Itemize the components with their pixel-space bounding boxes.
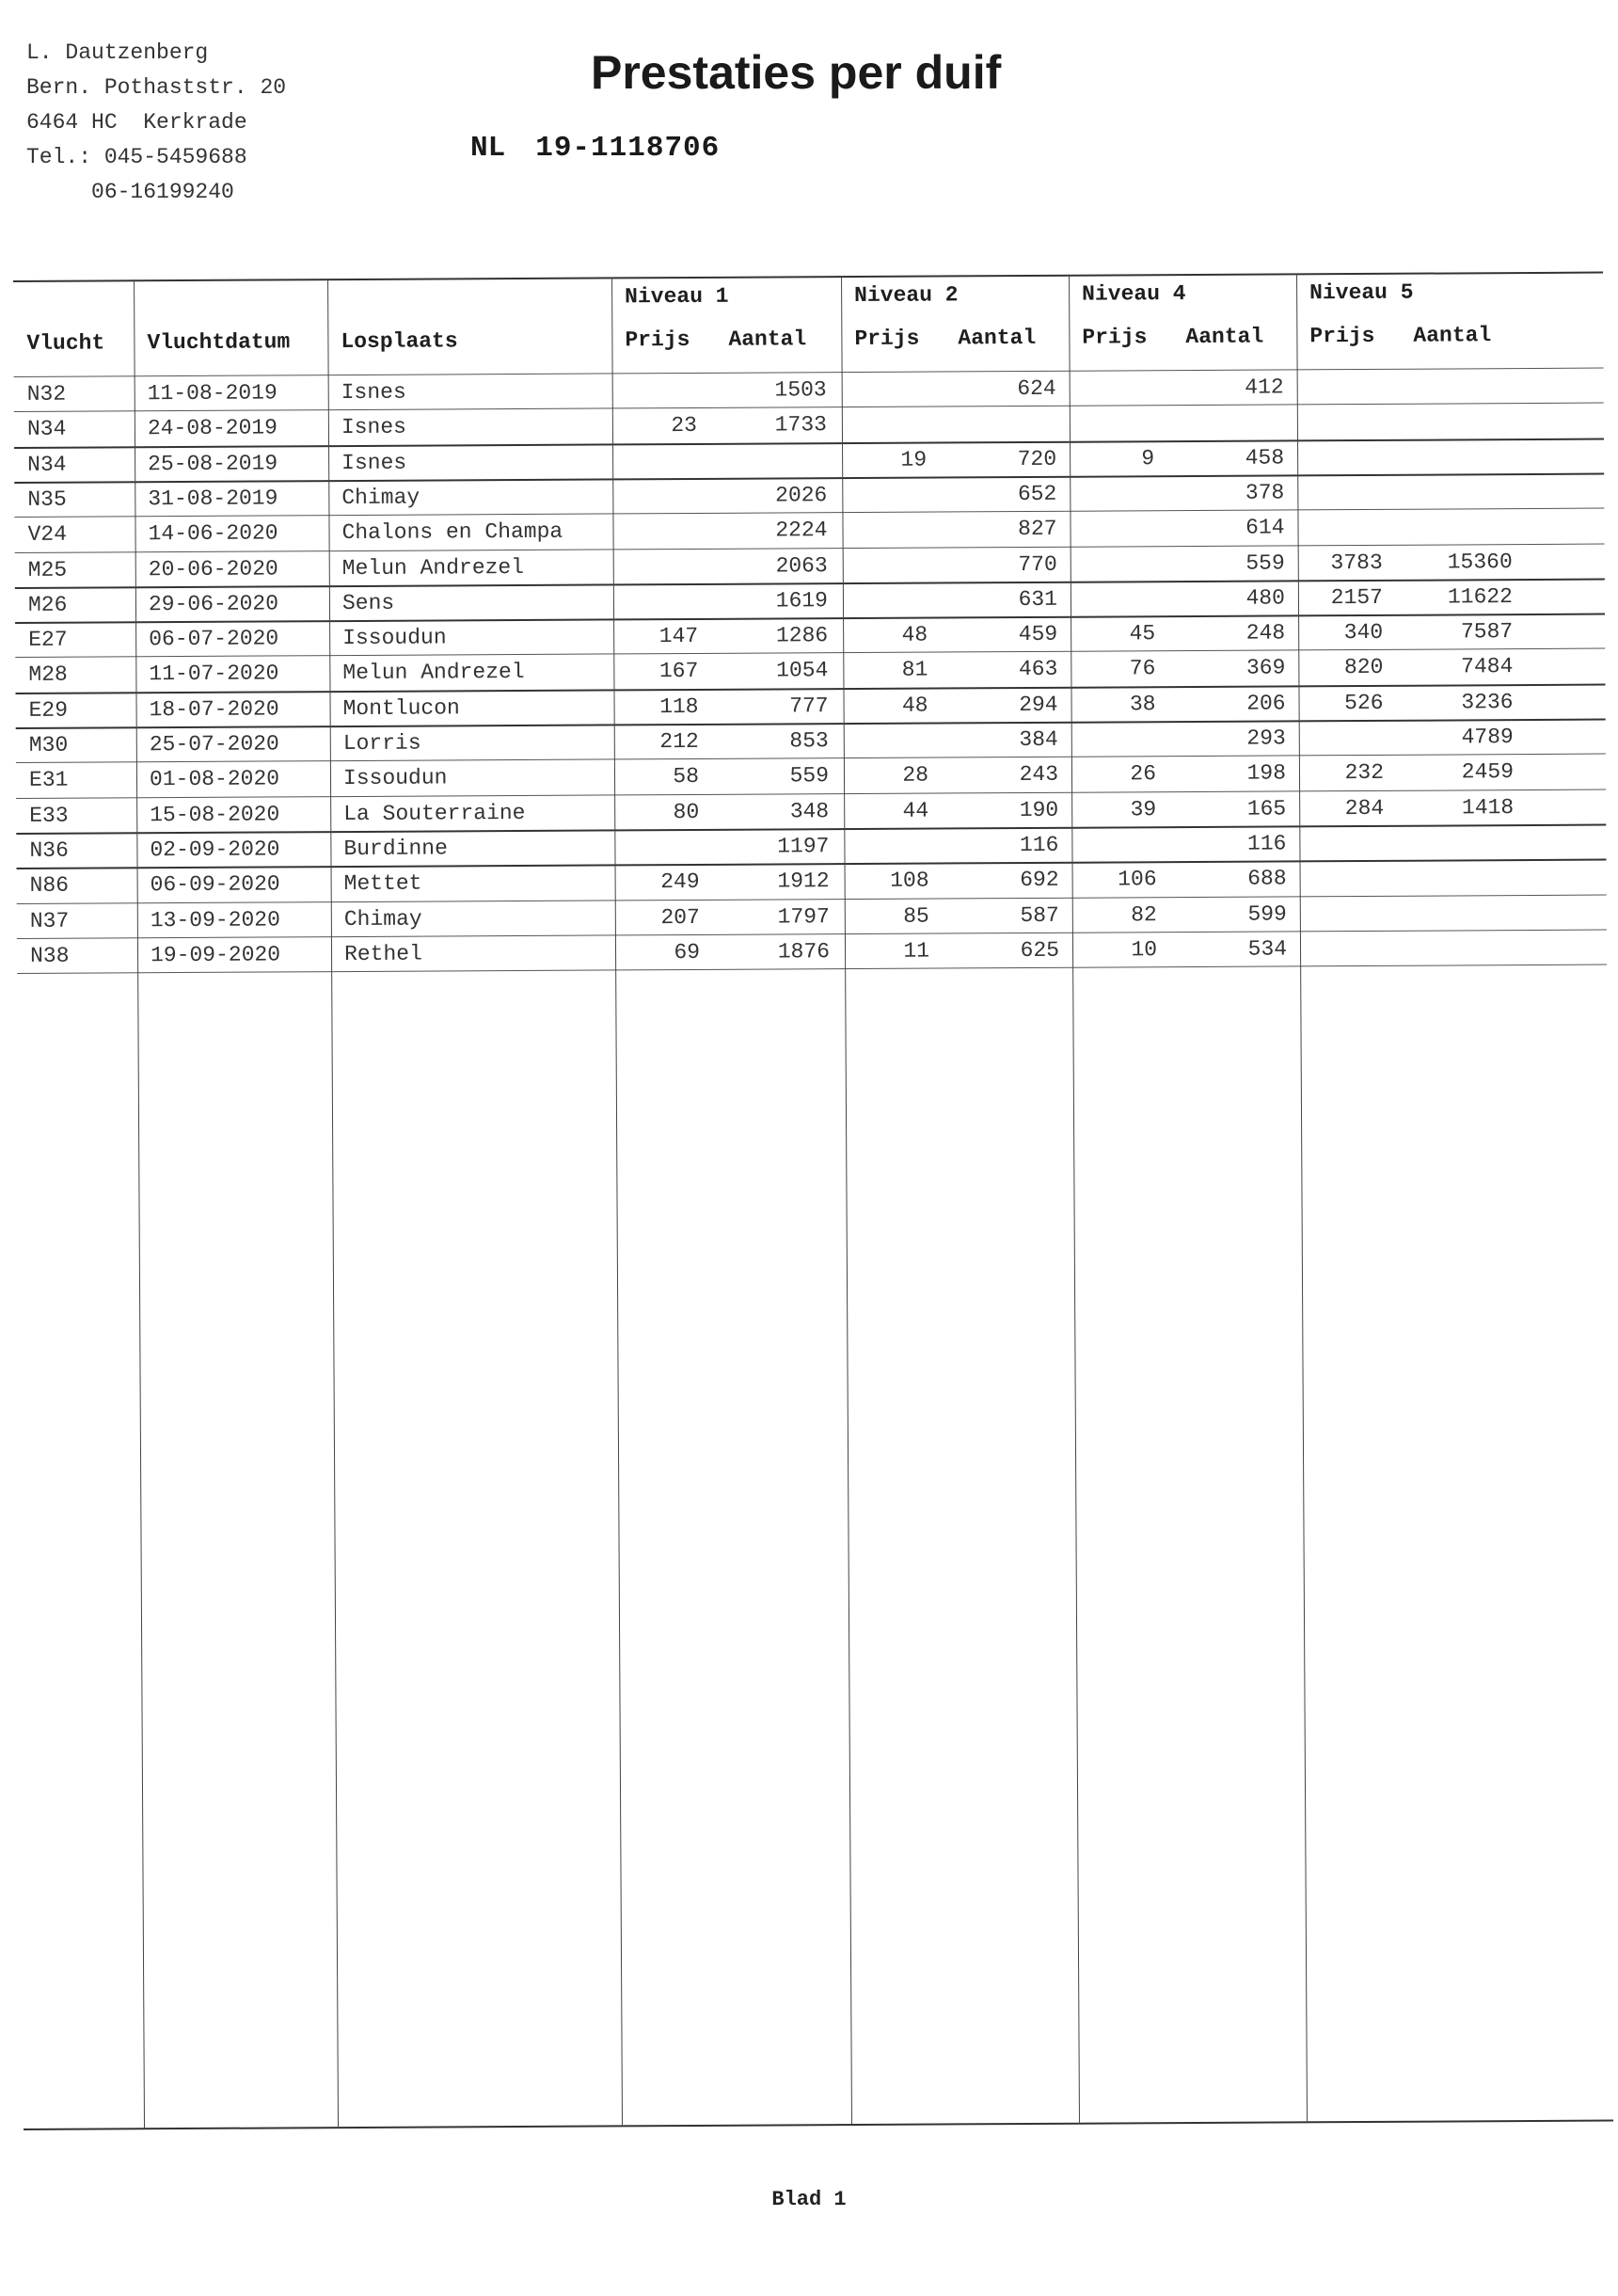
- cell-prijs: 19: [900, 447, 928, 472]
- cell-aantal: 206: [1246, 691, 1286, 716]
- cell-prijs: [1071, 551, 1155, 552]
- cell-aantal: 1418: [1461, 794, 1515, 821]
- cell-vlucht: E27: [28, 627, 68, 653]
- header-bottom-border: [14, 368, 1604, 377]
- cell-aantal: 625: [1020, 937, 1060, 963]
- cell-prijs: 212: [659, 728, 699, 755]
- cell-aantal: 7484: [1461, 654, 1514, 679]
- header-aantal: Aantal: [728, 327, 807, 352]
- cell-prijs: 82: [1131, 901, 1157, 927]
- sender-name: L. Dautzenberg: [26, 40, 209, 65]
- cell-vlucht: N32: [26, 381, 67, 407]
- column-divider: [134, 279, 145, 2128]
- cell-prijs: [1299, 725, 1384, 726]
- cell-prijs: 80: [673, 799, 700, 824]
- cell-vlucht: N86: [29, 872, 70, 899]
- cell-aantal: 190: [1019, 797, 1059, 822]
- header-level-1: Niveau 1: [625, 283, 729, 310]
- column-divider: [327, 279, 339, 2127]
- cell-losplaats: La Souterraine: [343, 800, 526, 826]
- header-level-4: Niveau 5: [1309, 279, 1414, 306]
- column-divider: [1069, 275, 1080, 2123]
- cell-prijs: 249: [660, 869, 700, 895]
- cell-aantal: 2063: [775, 552, 828, 578]
- cell-losplaats: Sens: [341, 590, 395, 615]
- cell-aantal: 1797: [777, 903, 830, 929]
- cell-aantal: 116: [1246, 831, 1287, 856]
- cell-aantal: 3236: [1461, 689, 1514, 715]
- cell-prijs: [1300, 936, 1385, 937]
- cell-vluchtdatum: 01-08-2020: [149, 766, 280, 792]
- cell-aantal: 1286: [775, 623, 829, 648]
- header-vlucht: Vlucht: [26, 330, 105, 356]
- cell-prijs: 44: [902, 798, 929, 823]
- cell-vluchtdatum: 02-09-2020: [150, 837, 280, 863]
- cell-prijs: 26: [1130, 761, 1157, 787]
- cell-aantal: 624: [1017, 375, 1056, 402]
- cell-losplaats: Melun Andrezel: [342, 660, 525, 686]
- cell-aantal: 1197: [777, 834, 830, 859]
- cell-prijs: 167: [658, 659, 699, 684]
- cell-losplaats: Lorris: [342, 730, 421, 757]
- cell-losplaats: Rethel: [343, 941, 422, 966]
- cell-prijs: 3783: [1330, 550, 1383, 575]
- cell-prijs: [1299, 831, 1384, 832]
- header-prijs: Prijs: [1082, 325, 1148, 350]
- cell-aantal: 534: [1247, 936, 1288, 962]
- cell-vlucht: V24: [27, 521, 68, 548]
- cell-prijs: 340: [1343, 619, 1384, 646]
- cell-vluchtdatum: 20-06-2020: [148, 555, 278, 582]
- cell-prijs: [614, 835, 699, 836]
- header-prijs: Prijs: [854, 326, 920, 352]
- header-level-3: Niveau 4: [1082, 281, 1186, 307]
- cell-prijs: [612, 484, 697, 485]
- cell-vluchtdatum: 06-07-2020: [149, 626, 279, 652]
- cell-prijs: [612, 518, 697, 519]
- cell-aantal: 777: [789, 693, 829, 719]
- sender-city: 6464 HC Kerkrade: [26, 110, 247, 135]
- cell-aantal: 165: [1246, 796, 1287, 821]
- cell-prijs: 10: [1131, 937, 1158, 963]
- cell-aantal: 1503: [774, 377, 827, 403]
- cell-aantal: 463: [1018, 657, 1058, 682]
- sender-address: [26, 36, 286, 210]
- cell-prijs: 38: [1129, 691, 1156, 717]
- header-prijs: Prijs: [625, 327, 690, 353]
- cell-prijs: 85: [903, 903, 929, 929]
- header-aantal: Aantal: [1185, 324, 1264, 350]
- cell-losplaats: Chalons en Champa: [341, 518, 563, 546]
- cell-prijs: 147: [658, 624, 699, 649]
- cell-vluchtdatum: 18-07-2020: [149, 696, 279, 722]
- cell-vlucht: N36: [29, 837, 69, 863]
- cell-aantal: [716, 448, 827, 449]
- cell-vlucht: E31: [28, 767, 69, 793]
- cell-vluchtdatum: 19-09-2020: [150, 942, 281, 967]
- cell-aantal: 692: [1020, 867, 1059, 893]
- cell-prijs: [844, 728, 928, 729]
- cell-aantal: 1733: [774, 412, 827, 438]
- sender-phone: Tel.: 045-5459688: [26, 145, 247, 169]
- cell-aantal: 294: [1019, 692, 1058, 717]
- ring-country: NL: [470, 132, 506, 165]
- cell-prijs: [612, 449, 697, 450]
- cell-vluchtdatum: 25-07-2020: [149, 731, 279, 757]
- cell-aantal: 559: [1245, 550, 1285, 576]
- cell-prijs: [842, 412, 927, 413]
- table-bottom-border: [24, 2120, 1613, 2130]
- cell-prijs: [843, 552, 928, 553]
- performance-table: [13, 264, 1613, 2145]
- cell-prijs: 207: [660, 904, 700, 930]
- cell-prijs: 48: [901, 693, 928, 718]
- cell-prijs: 2157: [1330, 584, 1384, 610]
- header-prijs: Prijs: [1309, 323, 1375, 349]
- cell-aantal: 458: [1245, 445, 1285, 470]
- header-aantal: Aantal: [1413, 323, 1492, 348]
- cell-aantal: 853: [789, 728, 829, 754]
- cell-aantal: 384: [1019, 726, 1058, 753]
- cell-prijs: 58: [673, 764, 700, 789]
- cell-aantal: [945, 411, 1056, 412]
- cell-prijs: [1071, 586, 1155, 587]
- cell-prijs: 45: [1129, 621, 1156, 646]
- cell-aantal: 599: [1247, 901, 1287, 927]
- cell-vlucht: M28: [28, 662, 68, 688]
- cell-losplaats: Chimay: [341, 485, 420, 510]
- cell-losplaats: Montlucon: [342, 695, 460, 721]
- header-losplaats: Losplaats: [341, 328, 458, 355]
- cell-prijs: 11: [903, 938, 930, 964]
- cell-vluchtdatum: 13-09-2020: [150, 906, 280, 933]
- cell-aantal: 4789: [1461, 725, 1514, 750]
- column-divider: [841, 276, 852, 2124]
- cell-prijs: [1300, 866, 1385, 867]
- cell-prijs: [844, 833, 928, 834]
- sender-street: Bern. Pothaststr. 20: [26, 75, 287, 100]
- cell-losplaats: Chimay: [343, 906, 422, 932]
- cell-aantal: 631: [1018, 586, 1058, 612]
- header-aantal: Aantal: [958, 325, 1037, 351]
- cell-prijs: [843, 587, 928, 588]
- cell-aantal: 827: [1018, 516, 1057, 542]
- cell-vluchtdatum: 15-08-2020: [150, 802, 280, 827]
- cell-vluchtdatum: 11-07-2020: [149, 661, 279, 687]
- cell-prijs: 76: [1129, 656, 1156, 681]
- cell-losplaats: Isnes: [341, 379, 406, 406]
- cell-aantal: 7587: [1460, 619, 1514, 645]
- cell-aantal: 348: [789, 798, 830, 823]
- cell-aantal: 1876: [777, 938, 831, 965]
- cell-vlucht: E33: [29, 803, 69, 828]
- cell-prijs: [842, 482, 927, 483]
- cell-prijs: 108: [890, 868, 929, 893]
- cell-aantal: 1912: [777, 869, 830, 894]
- cell-prijs: 820: [1343, 655, 1384, 680]
- cell-prijs: 28: [902, 762, 929, 789]
- cell-aantal: 459: [1018, 621, 1058, 647]
- cell-aantal: [1403, 830, 1514, 831]
- cell-vluchtdatum: 24-08-2019: [147, 415, 278, 441]
- cell-prijs: 48: [901, 622, 928, 647]
- cell-losplaats: Melun Andrezel: [341, 554, 525, 581]
- cell-aantal: 15360: [1447, 549, 1513, 574]
- cell-prijs: 526: [1344, 690, 1384, 715]
- cell-losplaats: Burdinne: [343, 836, 448, 861]
- header-level-2: Niveau 2: [854, 282, 959, 309]
- cell-prijs: [1297, 480, 1382, 481]
- cell-aantal: 480: [1245, 585, 1286, 611]
- cell-aantal: [1401, 444, 1512, 445]
- cell-aantal: [1401, 514, 1512, 515]
- cell-prijs: 232: [1344, 760, 1385, 786]
- cell-prijs: [612, 378, 697, 379]
- cell-prijs: 118: [659, 694, 699, 719]
- cell-aantal: 2459: [1461, 759, 1515, 785]
- ring-number: [470, 132, 720, 165]
- cell-prijs: [613, 589, 698, 590]
- cell-prijs: [1070, 516, 1154, 517]
- cell-prijs: [1071, 832, 1156, 833]
- cell-vlucht: N34: [26, 416, 67, 442]
- cell-aantal: [1401, 479, 1512, 480]
- cell-aantal: 1054: [776, 658, 829, 683]
- cell-losplaats: Isnes: [341, 414, 407, 440]
- cell-aantal: 243: [1019, 762, 1059, 788]
- cell-aantal: 614: [1245, 515, 1285, 540]
- cell-prijs: [613, 553, 698, 554]
- cell-vlucht: N34: [27, 452, 67, 477]
- cell-prijs: [1297, 515, 1382, 516]
- cell-aantal: 293: [1246, 725, 1286, 751]
- cell-vluchtdatum: 06-09-2020: [150, 871, 280, 898]
- sender-mobile: 06-16199240: [26, 180, 234, 204]
- cell-prijs: [1297, 444, 1382, 445]
- cell-aantal: 412: [1245, 375, 1284, 400]
- cell-prijs: 106: [1118, 867, 1157, 892]
- cell-vlucht: M25: [27, 557, 68, 582]
- cell-aantal: 559: [789, 763, 830, 789]
- cell-aantal: 688: [1247, 866, 1287, 891]
- cell-aantal: [1173, 410, 1284, 411]
- cell-prijs: [842, 377, 927, 378]
- cell-prijs: 23: [671, 413, 697, 438]
- cell-vlucht: N35: [27, 486, 67, 512]
- cell-aantal: [1404, 935, 1515, 936]
- cell-vluchtdatum: 29-06-2020: [148, 591, 279, 616]
- cell-vluchtdatum: 14-06-2020: [148, 520, 278, 547]
- cell-vlucht: M30: [28, 732, 69, 757]
- cell-vluchtdatum: 31-08-2019: [148, 486, 278, 512]
- cell-losplaats: Isnes: [341, 450, 407, 475]
- cell-aantal: 1619: [775, 587, 829, 614]
- cell-aantal: [1404, 865, 1515, 866]
- cell-vluchtdatum: 11-08-2019: [147, 380, 278, 407]
- cell-prijs: 284: [1344, 795, 1385, 821]
- cell-aantal: 369: [1245, 655, 1286, 681]
- cell-prijs: 9: [1141, 445, 1155, 470]
- cell-losplaats: Mettet: [343, 870, 422, 897]
- cell-prijs: [1071, 726, 1156, 727]
- cell-prijs: 69: [674, 939, 701, 965]
- cell-aantal: [1401, 374, 1512, 375]
- column-divider: [611, 277, 623, 2125]
- cell-prijs: [1070, 411, 1154, 412]
- cell-vlucht: E29: [28, 697, 69, 723]
- cell-aantal: 2224: [775, 518, 828, 543]
- cell-aantal: 116: [1019, 832, 1059, 857]
- ring-id: 19-1118706: [535, 132, 721, 165]
- cell-aantal: 11622: [1447, 583, 1514, 610]
- cell-aantal: 652: [1017, 481, 1057, 506]
- page-number: Blad 1: [771, 2188, 847, 2211]
- cell-vlucht: M26: [27, 592, 68, 617]
- cell-aantal: 198: [1246, 760, 1287, 786]
- cell-aantal: 248: [1245, 620, 1286, 646]
- cell-aantal: 378: [1245, 480, 1285, 505]
- header-vluchtdatum: Vluchtdatum: [147, 329, 291, 356]
- cell-aantal: 770: [1018, 551, 1057, 577]
- cell-aantal: [1401, 408, 1512, 409]
- cell-vlucht: N38: [29, 943, 70, 968]
- cell-prijs: [1070, 375, 1154, 376]
- cell-aantal: 720: [1017, 446, 1057, 471]
- cell-prijs: 39: [1130, 796, 1157, 821]
- cell-aantal: 2026: [775, 483, 828, 508]
- cell-losplaats: Issoudun: [342, 625, 447, 651]
- cell-prijs: 81: [901, 657, 928, 683]
- cell-vlucht: N37: [29, 908, 70, 933]
- cell-vluchtdatum: 25-08-2019: [148, 451, 278, 476]
- cell-prijs: [1070, 481, 1154, 482]
- cell-losplaats: Issoudun: [342, 765, 448, 791]
- page-title: Prestaties per duif: [591, 46, 1002, 99]
- cell-prijs: [1297, 409, 1382, 410]
- cell-aantal: 587: [1020, 902, 1059, 928]
